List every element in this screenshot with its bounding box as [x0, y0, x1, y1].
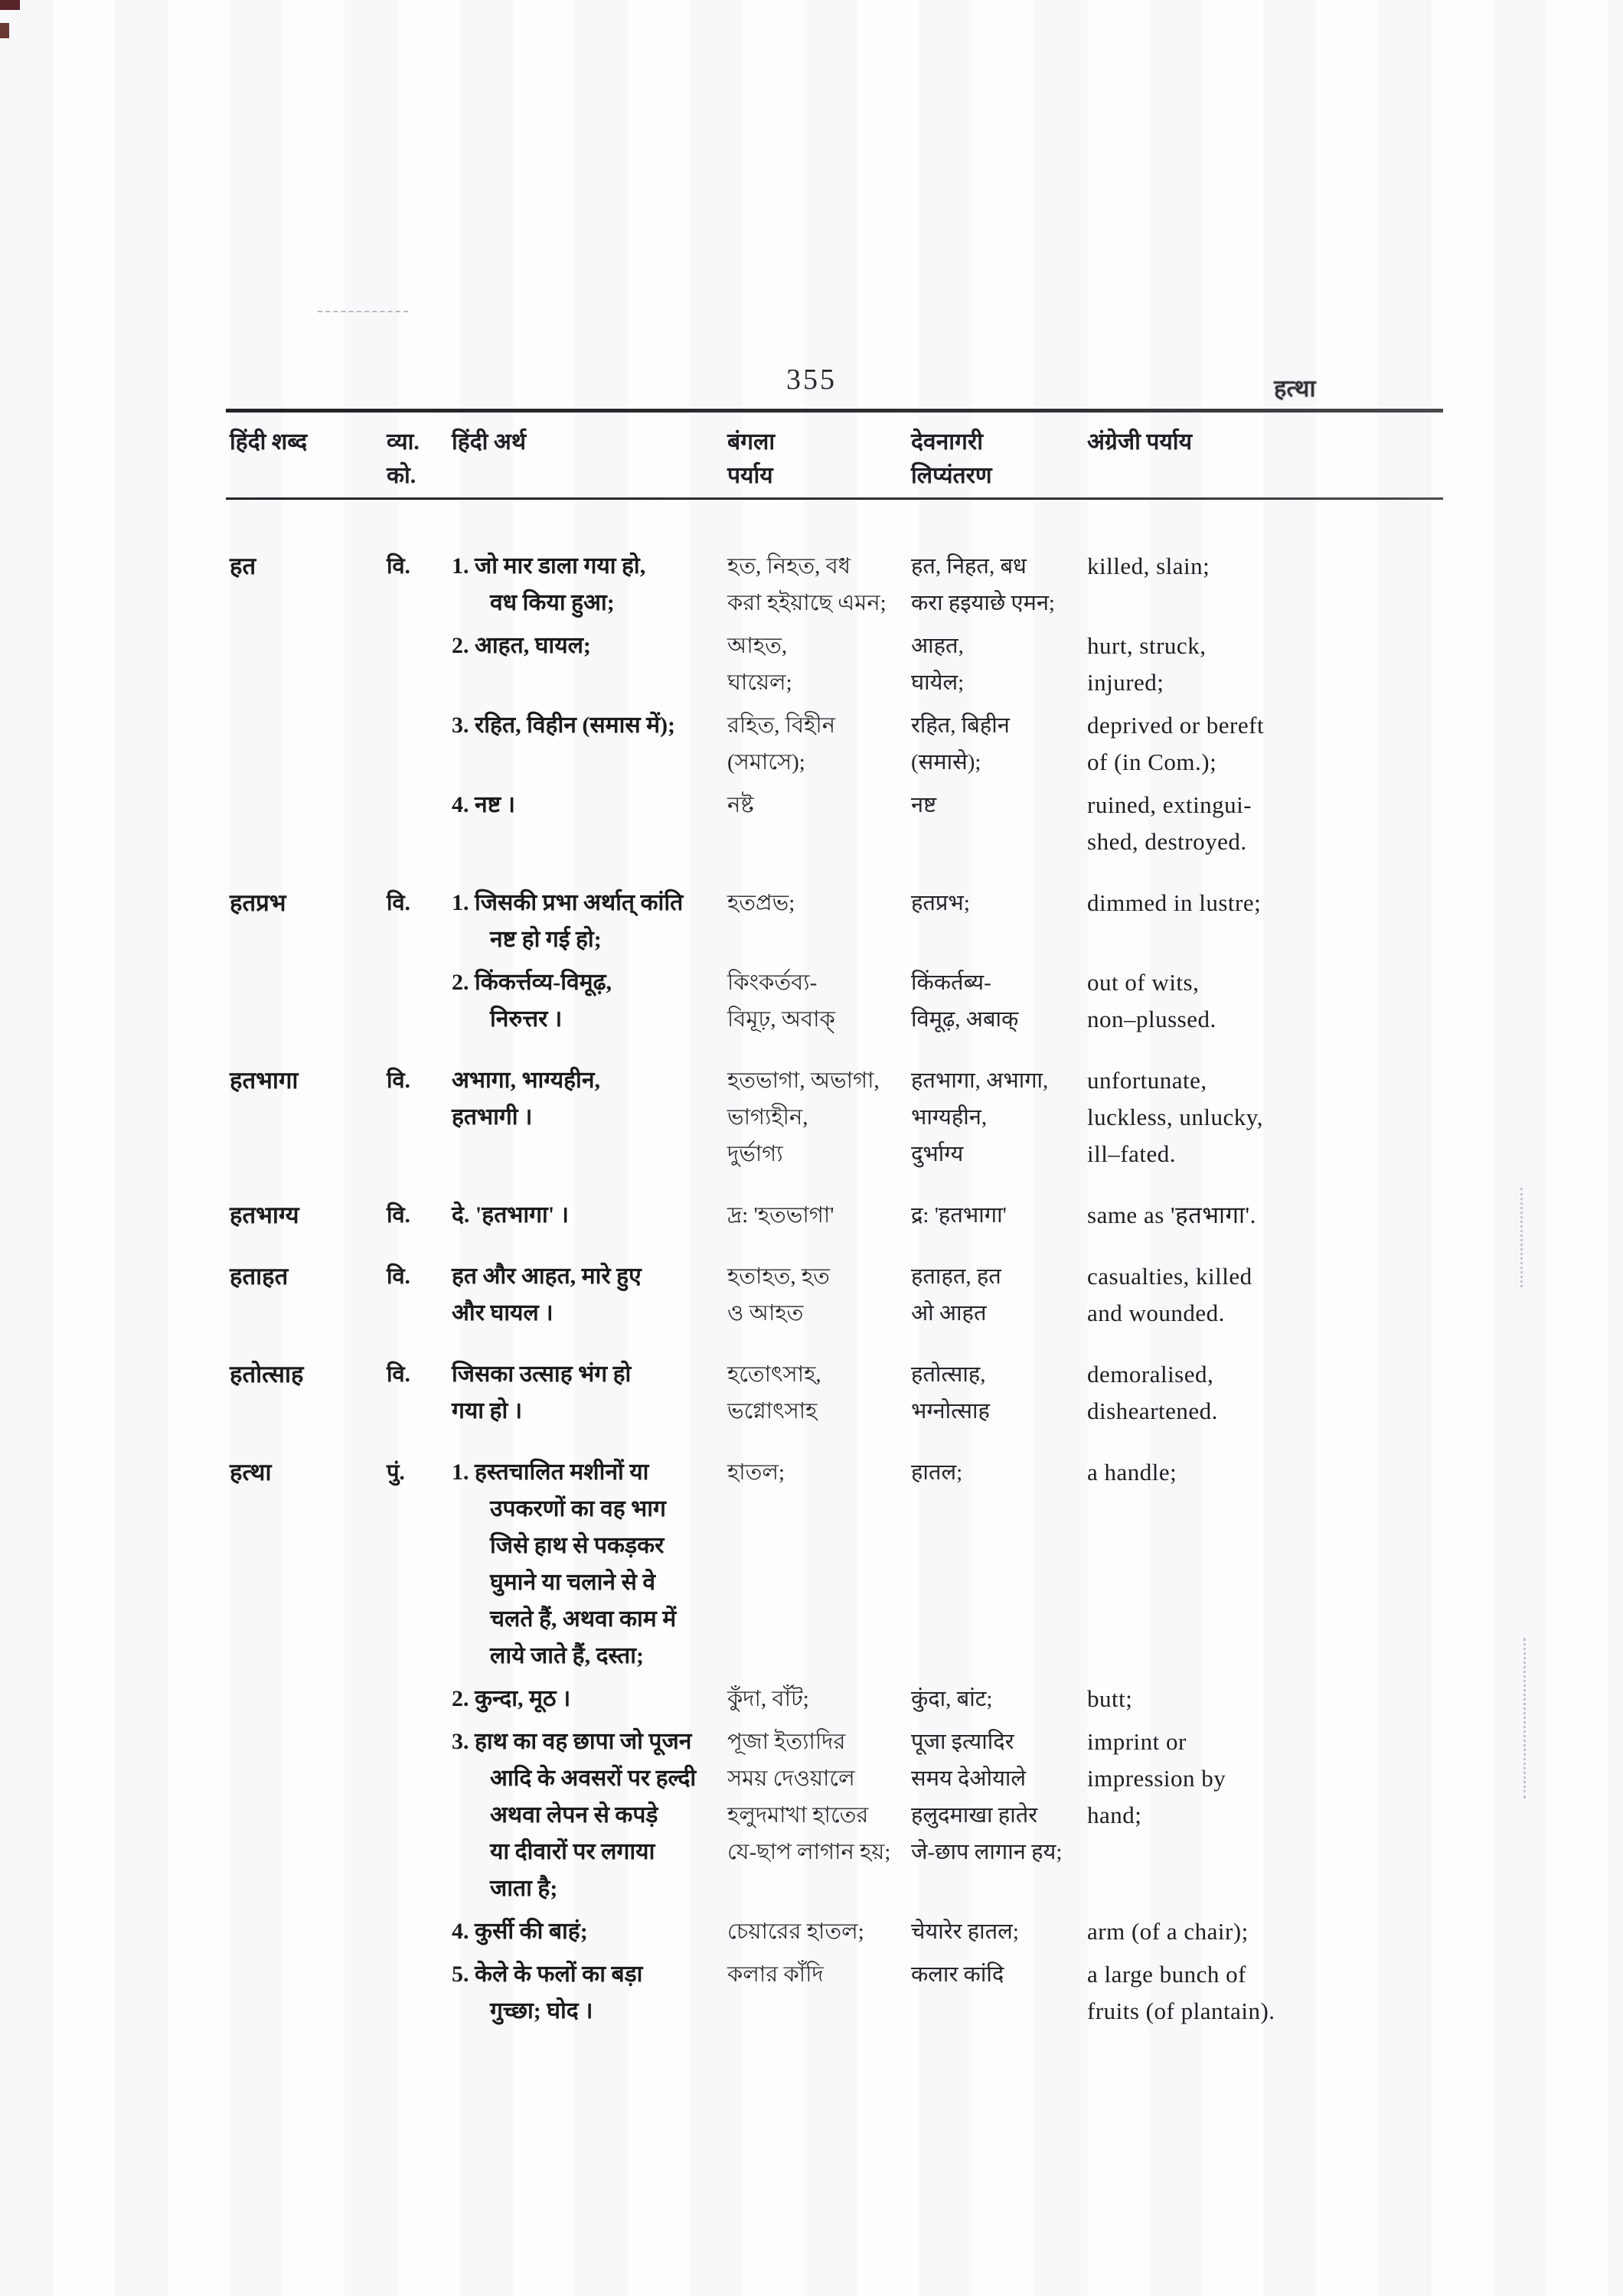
english-synonym [1087, 1681, 1455, 1717]
header-label: व्या. [387, 429, 420, 455]
text-line: हताहत, हत [911, 1264, 1001, 1289]
header-grammar [387, 426, 452, 493]
bengali-synonym [727, 787, 911, 860]
text-line: 4. कुर्सी की बाहं; [452, 1919, 588, 1944]
text-line: arm (of a chair); [1087, 1918, 1249, 1945]
text-line: कुंदा, बांट; [911, 1687, 993, 1711]
text-line: वध किया हुआ; [490, 590, 615, 615]
bengali-synonym [727, 628, 911, 701]
text-line: দুর্ভাগ্য [727, 1142, 783, 1166]
hindi-meaning [452, 1724, 727, 1907]
header-label: अंग्रेजी पर्याय [1087, 429, 1192, 455]
devanagari-transliteration [911, 964, 1087, 1038]
text-line: butt; [1087, 1685, 1133, 1712]
text-line: हलुदमाखा हातेर [911, 1803, 1038, 1828]
text-line: injured; [1087, 669, 1164, 696]
sense-row [452, 628, 1455, 701]
english-synonym [1087, 964, 1455, 1038]
text-line: ভগ্নোৎসাহ [727, 1399, 818, 1424]
running-head: हत्था [1274, 375, 1316, 402]
headword: हतोत्साह [230, 1361, 304, 1388]
header-label: लिप्यंतरण [911, 463, 992, 488]
part-of-speech: वि. [387, 1068, 410, 1093]
sense-row [452, 1258, 1455, 1332]
headword: हत [230, 553, 256, 579]
text-line: हतप्रभ; [911, 891, 970, 915]
text-line: বিমূঢ়, অবাক্ [727, 1007, 835, 1032]
text-line: 2. किंकर्त्तव्य-विमूढ़, [452, 970, 612, 995]
english-synonym [1087, 707, 1455, 781]
text-line: हातल; [911, 1460, 963, 1485]
text-line: नष्ट [911, 793, 937, 817]
english-synonym [1087, 1356, 1455, 1430]
devanagari-transliteration [911, 628, 1087, 701]
part-of-speech: वि. [387, 1264, 410, 1289]
text-line: imprint or [1087, 1728, 1187, 1755]
text-line: जिसका उत्साह भंग हो [452, 1362, 632, 1387]
text-line: कलार कांदि [911, 1962, 1004, 1987]
bengali-synonym [727, 1062, 911, 1172]
devanagari-transliteration [911, 1913, 1087, 1950]
text-line: द्र: 'हतभागा' [911, 1203, 1007, 1228]
senses [452, 1258, 1455, 1332]
part-of-speech: वि. [387, 1362, 410, 1387]
column-header-row [230, 426, 1455, 493]
header-label: हिंदी शब्द [230, 429, 308, 455]
text-line: जे-छाप लागान हय; [911, 1840, 1063, 1864]
text-line: হত, নিহত, বধ [727, 554, 851, 579]
sense-row [452, 964, 1455, 1038]
text-line: হতভাগা, অভাগা, [727, 1068, 880, 1093]
dictionary-entry [230, 548, 1455, 860]
senses [452, 885, 1455, 1038]
header-label: पर्याय [727, 463, 773, 488]
text-line: हत, निहत, बध [911, 554, 1027, 579]
devanagari-transliteration [911, 1197, 1087, 1234]
sense-row [452, 1062, 1455, 1172]
header-rule [226, 497, 1443, 500]
senses [452, 1062, 1455, 1172]
text-line: a large bunch of [1087, 1961, 1246, 1988]
header-devanagari-transliteration [911, 426, 1087, 493]
hindi-meaning [452, 885, 727, 958]
bengali-synonym [727, 707, 911, 781]
hindi-meaning [452, 1062, 727, 1172]
hindi-meaning [452, 1454, 727, 1675]
hindi-meaning [452, 1356, 727, 1430]
text-line: হতোৎসাহ, [727, 1362, 821, 1387]
bengali-synonym [727, 885, 911, 958]
dictionary-entry [230, 1356, 1455, 1430]
header-hindi-word [230, 426, 387, 493]
text-line: जाता है; [490, 1876, 558, 1901]
text-line: দ্র: 'হতভাগা' [727, 1203, 834, 1228]
devanagari-transliteration [911, 1724, 1087, 1907]
text-line: करा हइयाछे एमन; [911, 591, 1055, 615]
text-line: दे. 'हतभागा' । [452, 1202, 570, 1228]
header-label: को. [387, 463, 416, 488]
scan-dotted-artifact [1523, 1638, 1526, 1799]
text-line: shed, destroyed. [1087, 828, 1247, 855]
text-line: अथवा लेपन से कपड़े [490, 1802, 658, 1828]
text-line: and wounded. [1087, 1300, 1225, 1326]
part-of-speech: पुं. [387, 1460, 405, 1485]
headword: हताहत [230, 1263, 289, 1290]
text-line: रहित, बिहीन [911, 713, 1010, 738]
text-line: चेयारेर हातल; [911, 1919, 1019, 1944]
text-line: হতাহত, হত [727, 1264, 830, 1289]
sense-row [452, 1454, 1455, 1675]
text-line: 1. जो मार डाला गया हो, [452, 553, 646, 579]
hindi-meaning [452, 1197, 727, 1234]
hindi-meaning [452, 1956, 727, 2030]
text-line: समय देओयाले [911, 1766, 1027, 1791]
sense-row [452, 1913, 1455, 1950]
part-of-speech: वि. [387, 554, 410, 579]
text-line: hurt, struck, [1087, 632, 1207, 659]
bengali-synonym [727, 1197, 911, 1234]
part-of-speech: वि. [387, 1203, 410, 1228]
text-line: गया हो । [452, 1398, 523, 1424]
hindi-meaning [452, 548, 727, 621]
text-line: যে-ছাপ লাগান হয়; [727, 1840, 891, 1864]
bengali-synonym [727, 1956, 911, 2030]
scan-corner-artifact [0, 0, 20, 10]
headword: हतभागा [230, 1067, 299, 1094]
header-bangla-synonym [727, 426, 911, 493]
page-number: 355 [786, 364, 837, 396]
text-line: 2. कुन्दा, मूठ । [452, 1686, 571, 1711]
text-line: কিংকর্তব্য- [727, 970, 818, 995]
text-line: 4. नष्ट । [452, 792, 516, 817]
devanagari-transliteration [911, 707, 1087, 781]
devanagari-transliteration [911, 1062, 1087, 1172]
text-line: fruits (of plantain). [1087, 1998, 1275, 2024]
english-synonym [1087, 1454, 1455, 1675]
text-line: রহিত, বিহীন [727, 713, 836, 738]
sense-row [452, 1956, 1455, 2030]
top-rule [226, 409, 1443, 413]
devanagari-transliteration [911, 1258, 1087, 1332]
hindi-meaning [452, 1681, 727, 1717]
devanagari-transliteration [911, 1454, 1087, 1675]
text-line: হলুদমাখা হাতের [727, 1803, 869, 1828]
text-line: किंकर्तब्य- [911, 970, 991, 995]
sense-row [452, 548, 1455, 621]
text-line: हत और आहत, मारे हुए [452, 1264, 642, 1289]
text-line: of (in Com.); [1087, 748, 1217, 775]
text-line: deprived or bereft [1087, 712, 1265, 739]
text-line: चलते हैं, अथवा काम में [490, 1606, 677, 1632]
text-line: unfortunate, [1087, 1067, 1207, 1094]
bengali-synonym [727, 1258, 911, 1332]
text-line: নষ্ট [727, 793, 754, 817]
dictionary-entry [230, 1197, 1455, 1234]
hindi-meaning [452, 787, 727, 860]
headword: हतप्रभ [230, 889, 286, 916]
text-line: पूजा इत्यादिर [911, 1730, 1014, 1754]
sense-row [452, 1197, 1455, 1234]
text-line: হতপ্রভ; [727, 891, 795, 915]
text-line: আহত, [727, 634, 788, 658]
text-line: luckless, unlucky, [1087, 1104, 1263, 1130]
text-line: निरुत्तर । [490, 1006, 563, 1032]
text-line: लाये जाते हैं, दस्ता; [490, 1643, 645, 1668]
text-line: disheartened. [1087, 1397, 1218, 1424]
text-line: 3. हाथ का वह छापा जो पूजन [452, 1729, 692, 1754]
hindi-meaning [452, 964, 727, 1038]
devanagari-transliteration [911, 1956, 1087, 2030]
english-synonym [1087, 885, 1455, 958]
bengali-synonym [727, 548, 911, 621]
bengali-synonym [727, 1454, 911, 1675]
hindi-meaning [452, 1258, 727, 1332]
bengali-synonym [727, 1913, 911, 1950]
text-line: 2. आहत, घायल; [452, 633, 591, 658]
text-line: demoralised, [1087, 1361, 1214, 1388]
text-line: চেয়ারের হাতল; [727, 1919, 864, 1944]
text-line: hand; [1087, 1802, 1142, 1828]
text-line: भग्नोत्साह [911, 1399, 990, 1424]
text-line: गुच्छा; घोद । [490, 1998, 593, 2024]
text-line: কলার কাঁদি [727, 1962, 824, 1987]
text-line: সময় দেওয়ালে [727, 1766, 855, 1791]
scan-dotted-artifact [1520, 1188, 1523, 1287]
header-hindi-meaning [452, 426, 727, 493]
text-line: (समासे); [911, 750, 981, 775]
text-line: ও আহত [727, 1301, 804, 1326]
scan-corner-artifact [0, 23, 9, 38]
senses [452, 1454, 1455, 2030]
english-synonym [1087, 1956, 1455, 2030]
text-line: killed, slain; [1087, 553, 1210, 579]
text-line: जिसे हाथ से पकड़कर [490, 1533, 665, 1558]
dictionary-entry [230, 1062, 1455, 1172]
header-label: देवनागरी [911, 429, 983, 455]
bengali-synonym [727, 1356, 911, 1430]
dictionary-entry [230, 885, 1455, 1038]
text-line: घायेल; [911, 670, 965, 695]
text-line: হাতল; [727, 1460, 785, 1485]
sense-row [452, 787, 1455, 860]
english-synonym [1087, 787, 1455, 860]
text-line: ruined, extingui- [1087, 791, 1252, 818]
header-english-synonym [1087, 426, 1455, 493]
text-line: हतभागी । [452, 1104, 533, 1130]
devanagari-transliteration [911, 1356, 1087, 1430]
part-of-speech: वि. [387, 891, 410, 915]
text-line: ভাগ্যহীন, [727, 1105, 808, 1130]
sense-row [452, 1356, 1455, 1430]
english-synonym [1087, 628, 1455, 701]
headword: हतभाग्य [230, 1202, 299, 1228]
text-line: out of wits, [1087, 969, 1200, 996]
english-synonym [1087, 1062, 1455, 1172]
hindi-meaning [452, 628, 727, 701]
text-line: हतोत्साह, [911, 1362, 986, 1387]
hindi-meaning [452, 1913, 727, 1950]
hindi-meaning [452, 707, 727, 781]
text-line: same as 'हतभागा'. [1087, 1202, 1256, 1228]
english-synonym [1087, 1724, 1455, 1907]
text-line: পূজা ইত্যাদির [727, 1730, 846, 1754]
senses [452, 1197, 1455, 1234]
senses [452, 1356, 1455, 1430]
text-line: casualties, killed [1087, 1263, 1252, 1290]
text-line: 5. केले के फलों का बड़ा [452, 1962, 643, 1987]
devanagari-transliteration [911, 885, 1087, 958]
text-line: अभागा, भाग्यहीन, [452, 1068, 600, 1093]
text-line: কুঁদা, বাঁট; [727, 1687, 809, 1711]
bengali-synonym [727, 1724, 911, 1907]
devanagari-transliteration [911, 787, 1087, 860]
english-synonym [1087, 1258, 1455, 1332]
text-line: 1. हस्तचालित मशीनों या [452, 1459, 649, 1485]
text-line: घुमाने या चलाने से वे [490, 1570, 656, 1595]
english-synonym [1087, 1197, 1455, 1234]
sense-row [452, 707, 1455, 781]
bengali-synonym [727, 1681, 911, 1717]
text-line: ill–fated. [1087, 1140, 1177, 1167]
bengali-synonym [727, 964, 911, 1038]
header-label: हिंदी अर्थ [452, 429, 526, 455]
text-line: या दीवारों पर लगाया [490, 1839, 655, 1864]
text-line: 3. रहित, विहीन (समास में); [452, 713, 676, 738]
text-line: दुर्भाग्य [911, 1142, 964, 1166]
text-line: a handle; [1087, 1459, 1177, 1486]
text-line: आदि के अवसरों पर हल्दी [490, 1766, 697, 1791]
text-line: (সমাসে); [727, 750, 805, 775]
scan-dash-artifact [318, 311, 408, 312]
text-line: non–plussed. [1087, 1006, 1216, 1032]
sense-row [452, 885, 1455, 958]
text-line: आहत, [911, 634, 964, 658]
text-line: 1. जिसकी प्रभा अर्थात् कांति [452, 890, 684, 915]
dictionary-entry [230, 1454, 1455, 2030]
header-label: बंगला [727, 429, 776, 455]
text-line: उपकरणों का वह भाग [490, 1496, 666, 1521]
dictionary-entry [230, 1258, 1455, 1332]
sense-row [452, 1724, 1455, 1907]
text-line: ঘায়েল; [727, 670, 792, 695]
text-line: नष्ट हो गई हो; [490, 927, 602, 952]
devanagari-transliteration [911, 548, 1087, 621]
text-line: করা হইয়াছে এমন; [727, 591, 887, 615]
text-line: dimmed in lustre; [1087, 889, 1262, 916]
text-line: विमूढ़, अबाक् [911, 1007, 1019, 1032]
devanagari-transliteration [911, 1681, 1087, 1717]
text-line: impression by [1087, 1765, 1226, 1792]
text-line: हतभागा, अभागा, [911, 1068, 1049, 1093]
text-line: ओ आहत [911, 1301, 987, 1326]
english-synonym [1087, 1913, 1455, 1950]
text-line: भाग्यहीन, [911, 1105, 988, 1130]
senses [452, 548, 1455, 860]
entries-list [230, 548, 1455, 2054]
english-synonym [1087, 548, 1455, 621]
headword: हत्था [230, 1459, 272, 1486]
text-line: और घायल । [452, 1300, 554, 1326]
sense-row [452, 1681, 1455, 1717]
